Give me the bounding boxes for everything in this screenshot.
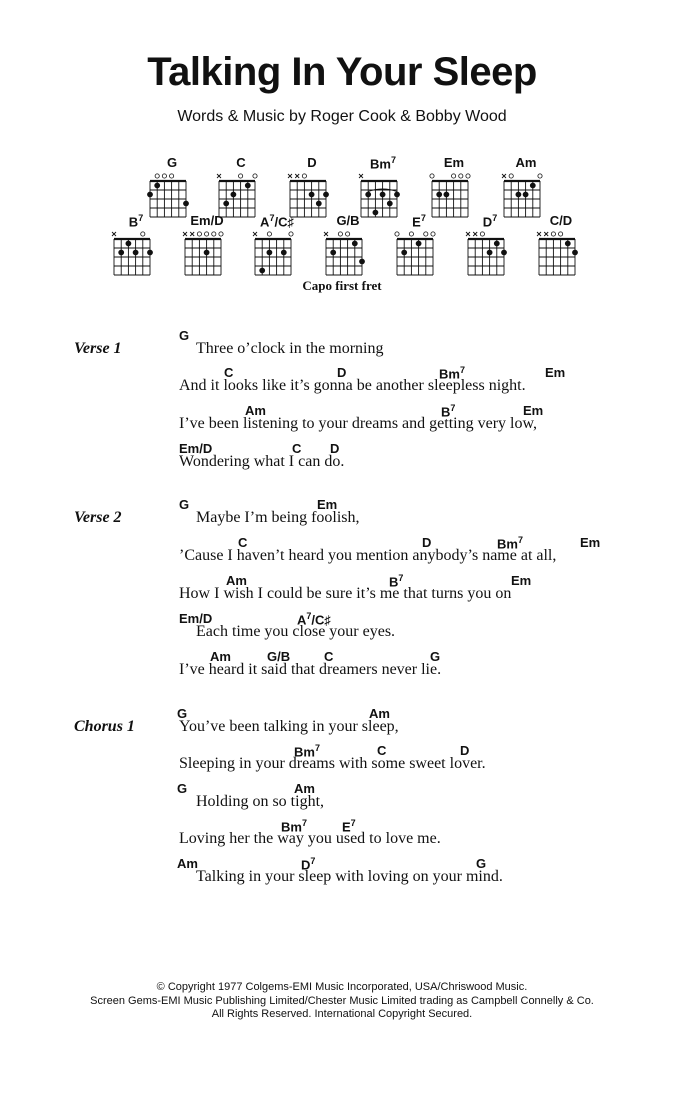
- chord-diagram-name: Am: [515, 155, 537, 170]
- section-label: Chorus 1: [74, 718, 135, 735]
- open-string-marker: [509, 174, 513, 178]
- open-string-marker: [452, 174, 456, 178]
- chord-symbol: $D^7$: [301, 856, 316, 873]
- fretboard-grid: [322, 227, 374, 279]
- chord-symbol: Em: [317, 497, 338, 512]
- chord-extension: 7: [314, 743, 320, 753]
- finger-dot: [316, 201, 322, 207]
- open-string-marker: [205, 232, 209, 236]
- chord-extension: 7: [306, 611, 312, 621]
- lyric-line: Wondering what I can do.: [179, 453, 345, 470]
- chord-diagram-name: Em/D: [190, 213, 224, 228]
- chord-extension: 7: [269, 213, 275, 223]
- open-string-marker: [424, 232, 428, 236]
- lyric-line: ’Cause I haven’t heard you mention anybody’s name at all,: [179, 547, 557, 564]
- finger-dot: [118, 250, 124, 256]
- finger-dot: [380, 192, 386, 198]
- song-credits: Words & Music by Roger Cook & Bobby Wood: [177, 108, 507, 125]
- lyric-line: Talking in your sleep with loving on your mind.: [196, 868, 503, 885]
- chord-symbol: $E^7$: [342, 818, 356, 835]
- finger-dot: [231, 192, 237, 198]
- finger-dot: [359, 259, 365, 265]
- open-string-marker: [302, 174, 306, 178]
- chord-symbol: C: [292, 441, 302, 456]
- finger-dot: [436, 192, 442, 198]
- chord-symbol: Bm$^7$: [281, 818, 307, 835]
- chord-extension: 7: [459, 365, 465, 375]
- chord-diagram-name: Bm$^7$: [370, 155, 396, 172]
- chord-symbol: $B^7$: [441, 403, 456, 420]
- copyright-line: Screen Gems-EMI Music Publishing Limited/Chester Music Limited trading as Campbell Connelly & Co.: [90, 995, 594, 1007]
- open-string-marker: [551, 232, 555, 236]
- chord-diagram-name: $D^7$: [482, 213, 498, 230]
- chord-symbol: G: [476, 856, 487, 871]
- fretboard-grid: [110, 227, 162, 279]
- chord-symbol: D: [460, 743, 470, 758]
- chord-symbol: $B^7$: [389, 573, 404, 590]
- finger-dot: [365, 192, 371, 198]
- lyric-line: Each time you close your eyes.: [196, 623, 396, 640]
- chord-extension: 7: [450, 403, 456, 413]
- lyric-line: I’ve been listening to your dreams and getting very low,: [179, 415, 537, 432]
- chord-symbol: Em/D: [179, 441, 213, 456]
- finger-dot: [147, 192, 153, 198]
- chord-symbol: Bm$^7$: [497, 535, 523, 552]
- fretboard-grid: [251, 227, 303, 279]
- open-string-marker: [466, 174, 470, 178]
- open-string-marker: [170, 174, 174, 178]
- finger-dot: [267, 250, 273, 256]
- lyric-line: And it looks like it’s gonna be another sleepless night.: [179, 377, 526, 394]
- finger-dot: [330, 250, 336, 256]
- chord-diagram-name: G: [166, 155, 178, 170]
- chord-diagram-name: G/B: [336, 213, 360, 228]
- finger-dot: [387, 201, 393, 207]
- chord-extension: 7: [350, 818, 356, 828]
- chord-symbol: Bm$^7$: [439, 365, 465, 382]
- chord-diagram-name: $A^7/C♯$: [260, 213, 294, 230]
- finger-dot: [183, 201, 189, 207]
- open-string-marker: [219, 232, 223, 236]
- open-string-marker: [430, 174, 434, 178]
- finger-dot: [259, 268, 265, 274]
- finger-dot: [223, 201, 229, 207]
- chord-diagram-name: C/D: [549, 213, 573, 228]
- open-string-marker: [431, 232, 435, 236]
- fretboard-grid: [464, 227, 516, 279]
- open-string-marker: [141, 232, 145, 236]
- chord-symbol: Em: [580, 535, 601, 550]
- chord-symbol: G: [179, 328, 190, 343]
- chord-symbol: Em: [511, 573, 532, 588]
- chord-symbol: Bm$^7$: [294, 743, 320, 760]
- finger-dot: [352, 241, 358, 247]
- finger-dot: [281, 250, 287, 256]
- section-label: Verse 1: [74, 340, 122, 357]
- lyric-line: Maybe I’m being foolish,: [196, 509, 360, 526]
- chord-extension: 7: [517, 535, 523, 545]
- fretboard-grid: [535, 227, 587, 279]
- fretboard-grid: [393, 227, 445, 279]
- chord-symbol: C: [377, 743, 387, 758]
- chord-symbol: $A^7/C♯$: [297, 611, 331, 628]
- chord-extension: 7: [390, 155, 396, 165]
- lyric-line: Three o’clock in the morning: [196, 340, 384, 357]
- lyric-line: Sleeping in your dreams with some sweet lover.: [179, 755, 486, 772]
- chord-extension: 7: [301, 818, 307, 828]
- chord-symbol: Am: [369, 706, 390, 721]
- chord-symbol: G: [177, 706, 188, 721]
- finger-dot: [572, 250, 578, 256]
- chord-symbol: G: [179, 497, 190, 512]
- open-string-marker: [338, 232, 342, 236]
- chord-diagram-name: Em: [443, 155, 465, 170]
- lyric-line: Holding on so tight,: [196, 793, 325, 810]
- open-string-marker: [459, 174, 463, 178]
- finger-dot: [494, 241, 500, 247]
- chord-diagram-name: D: [307, 155, 317, 170]
- finger-dot: [516, 192, 522, 198]
- chord-symbol: Em: [523, 403, 544, 418]
- chord-symbol: Em: [545, 365, 566, 380]
- open-string-marker: [395, 232, 399, 236]
- finger-dot: [523, 192, 529, 198]
- chord-symbol: Em/D: [179, 611, 213, 626]
- chord-diagram-name: $B^7$: [128, 213, 144, 230]
- chord-symbol: Am: [177, 856, 198, 871]
- copyright-line: © Copyright 1977 Colgems-EMI Music Incorporated, USA/Chriswood Music.: [156, 981, 528, 993]
- chord-extension: 7: [398, 573, 404, 583]
- chord-diagram-name: C: [236, 155, 246, 170]
- open-string-marker: [253, 174, 257, 178]
- chord-symbol: G: [177, 781, 188, 796]
- chord-extension: 7: [420, 213, 426, 223]
- chord-symbol: C: [224, 365, 234, 380]
- finger-dot: [133, 250, 139, 256]
- finger-dot: [401, 250, 407, 256]
- finger-dot: [204, 250, 210, 256]
- chord-symbol: C: [238, 535, 248, 550]
- copyright-line: All Rights Reserved. International Copyright Secured.: [211, 1008, 473, 1020]
- finger-dot: [416, 241, 422, 247]
- chord-symbol: D: [337, 365, 347, 380]
- finger-dot: [126, 241, 132, 247]
- open-string-marker: [162, 174, 166, 178]
- lyric-line: How I wish I could be sure it’s me that turns you on: [179, 585, 512, 602]
- finger-dot: [530, 183, 536, 189]
- chord-symbol: D: [330, 441, 340, 456]
- open-string-marker: [559, 232, 563, 236]
- open-string-marker: [409, 232, 413, 236]
- finger-dot: [309, 192, 315, 198]
- chord-symbol: Am: [245, 403, 266, 418]
- finger-dot: [323, 192, 329, 198]
- section-label: Verse 2: [74, 509, 122, 526]
- chord-symbol: G/B: [267, 649, 291, 664]
- chord-symbol: Am: [226, 573, 247, 588]
- lyric-line: I’ve heard it said that dreamers never lie.: [179, 661, 442, 678]
- open-string-marker: [267, 232, 271, 236]
- song-title: Talking In Your Sleep: [147, 50, 537, 94]
- chord-diagram-name: $E^7$: [412, 213, 426, 230]
- chord-symbol: G: [430, 649, 441, 664]
- finger-dot: [154, 183, 160, 189]
- open-string-marker: [538, 174, 542, 178]
- chord-extension: 7: [492, 213, 498, 223]
- open-string-marker: [480, 232, 484, 236]
- chord-symbol: Am: [210, 649, 231, 664]
- chord-symbol: D: [422, 535, 432, 550]
- open-string-marker: [346, 232, 350, 236]
- chord-symbol: C: [324, 649, 334, 664]
- finger-dot: [147, 250, 153, 256]
- chord-extension: 7: [138, 213, 144, 223]
- lyric-line: Loving her the way you used to love me.: [179, 830, 441, 847]
- open-string-marker: [212, 232, 216, 236]
- fretboard-grid: [181, 227, 233, 279]
- finger-dot: [245, 183, 251, 189]
- lyric-line: You’ve been talking in your sleep,: [179, 718, 399, 735]
- finger-dot: [487, 250, 493, 256]
- open-string-marker: [239, 174, 243, 178]
- finger-dot: [394, 192, 400, 198]
- open-string-marker: [155, 174, 159, 178]
- chord-extension: 7: [310, 856, 316, 866]
- capo-note: Capo first fret: [302, 278, 382, 293]
- open-string-marker: [289, 232, 293, 236]
- finger-dot: [565, 241, 571, 247]
- finger-dot: [501, 250, 507, 256]
- finger-dot: [444, 192, 450, 198]
- chord-symbol: Am: [294, 781, 315, 796]
- open-string-marker: [197, 232, 201, 236]
